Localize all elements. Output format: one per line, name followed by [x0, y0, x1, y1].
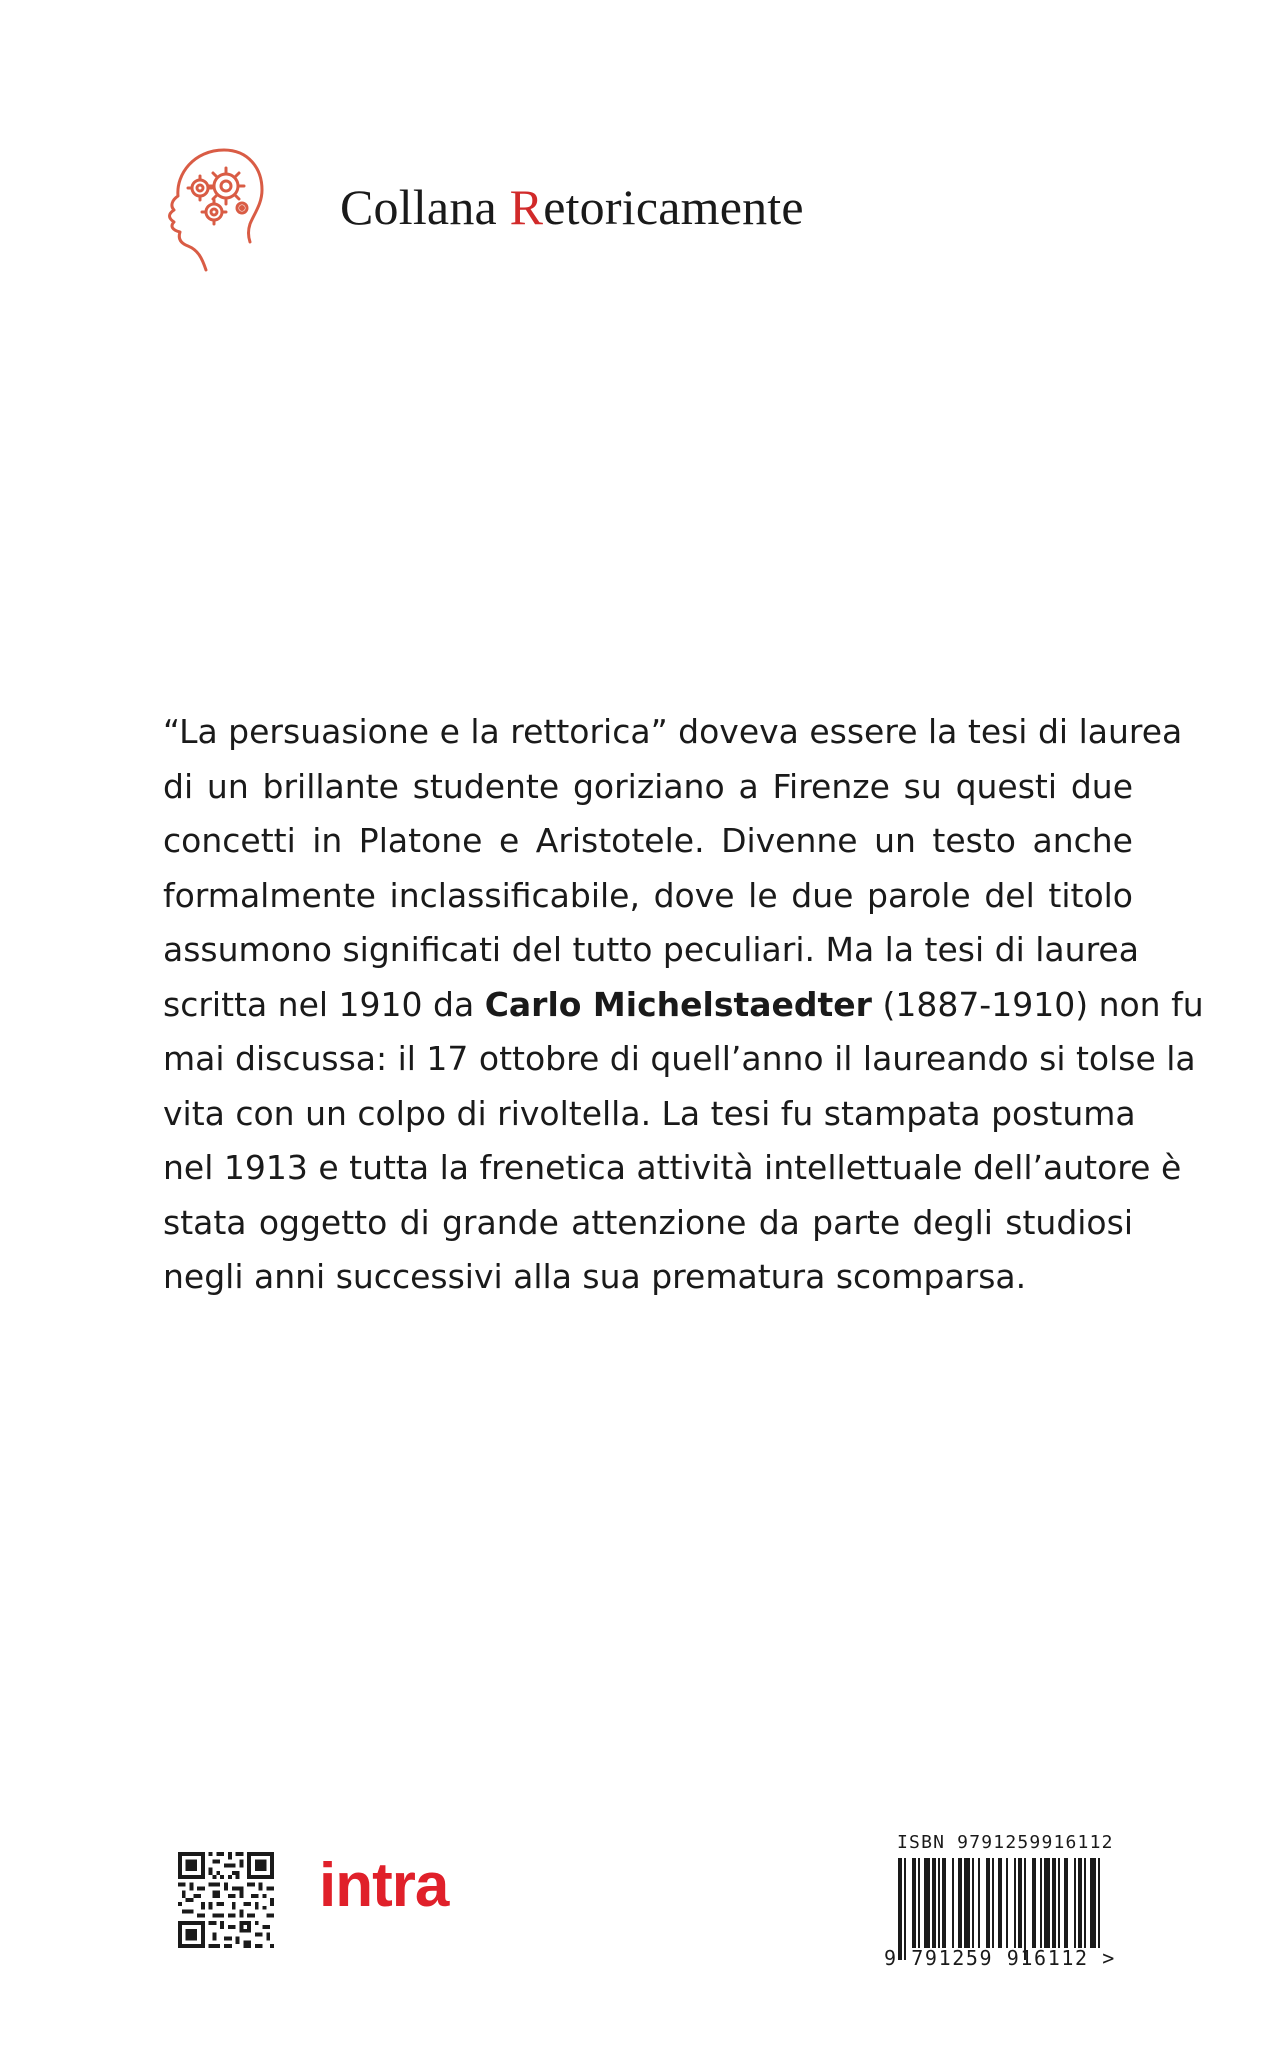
barcode-bar: [918, 1858, 920, 1948]
barcode-bar: [1032, 1858, 1036, 1948]
series-title: [340, 178, 804, 236]
barcode-bar: [964, 1858, 970, 1948]
barcode-bar: [952, 1858, 954, 1948]
head-with-gears-icon: [158, 138, 268, 278]
series-title-rest: etoricamente: [543, 179, 804, 235]
blurb-line: “La persuasione e la rettorica” doveva essere la tesi di laurea: [163, 712, 1183, 751]
barcode-bar: [1024, 1858, 1026, 1960]
blurb-line: assumono significati del tutto peculiari. Ma la tesi di laurea: [163, 930, 1139, 969]
barcode-bar: [1018, 1858, 1022, 1948]
barcode-icon: [880, 1858, 1120, 1960]
author-name: Carlo Michelstaedter: [484, 984, 872, 1024]
barcode-bar: [958, 1858, 962, 1948]
qr-code-icon: [178, 1852, 274, 1948]
blurb-line: formalmente inclassificabile, dove le due parole del titolo: [163, 875, 1133, 915]
blurb-line: vita con un colpo di rivoltella. La tesi fu stampata postuma: [163, 1093, 1136, 1133]
series-title-accent-letter: R: [509, 179, 544, 235]
blurb-line: stata oggetto di grande attenzione da parte degli studiosi: [163, 1202, 1133, 1242]
back-cover-blurb: [163, 705, 1204, 1305]
barcode-bar: [912, 1858, 916, 1948]
barcode-bar: [1098, 1858, 1100, 1948]
barcode-bar: [1084, 1858, 1086, 1948]
blurb-line: concetti in Platone e Aristotele. Divenne un testo anche: [163, 821, 1133, 860]
barcode-bar: [1078, 1858, 1082, 1948]
barcode-bar: [1014, 1858, 1016, 1948]
barcode-bar: [992, 1858, 994, 1948]
barcode-bar: [938, 1858, 940, 1948]
barcode-bar: [1040, 1858, 1042, 1948]
blurb-text: scritta nel 1910 da: [163, 984, 475, 1024]
barcode-bar: [898, 1858, 902, 1960]
blurb-line-author: [163, 978, 1204, 1033]
barcode-digits: 9 791259 916112 >: [884, 1946, 1116, 1970]
barcode-bar: [986, 1858, 990, 1948]
barcode-bar: [904, 1858, 906, 1960]
barcode-bar: [972, 1858, 974, 1948]
barcode-bar: [978, 1858, 980, 1948]
barcode-bar: [1058, 1858, 1060, 1948]
barcode-bar: [1052, 1858, 1056, 1948]
blurb-line: nel 1913 e tutta la frenetica attività intellettuale dell’autore è: [163, 1148, 1182, 1187]
blurb-text: (1887-1910) non fu: [882, 984, 1204, 1024]
isbn-label: ISBN 9791259916112: [897, 1832, 1114, 1853]
barcode-bar: [924, 1858, 930, 1948]
barcode-bar: [1006, 1858, 1008, 1948]
barcode-bar: [1074, 1858, 1076, 1948]
blurb-line: mai discussa: il 17 ottobre di quell’anno il laureando si tolse la: [163, 1039, 1196, 1078]
blurb-line: negli anni successivi alla sua prematura scomparsa.: [163, 1257, 1027, 1296]
series-title-prefix: Collana: [340, 179, 497, 235]
barcode-bar: [1090, 1858, 1096, 1948]
barcode-bar: [998, 1858, 1002, 1948]
barcode-bar: [1044, 1858, 1050, 1948]
barcode-bar: [932, 1858, 936, 1948]
publisher-logo: intra: [319, 1851, 449, 1920]
barcode-bar: [942, 1858, 946, 1948]
barcode-bar: [1064, 1858, 1068, 1948]
blurb-line: di un brillante studente goriziano a Firenze su questi due: [163, 766, 1133, 806]
